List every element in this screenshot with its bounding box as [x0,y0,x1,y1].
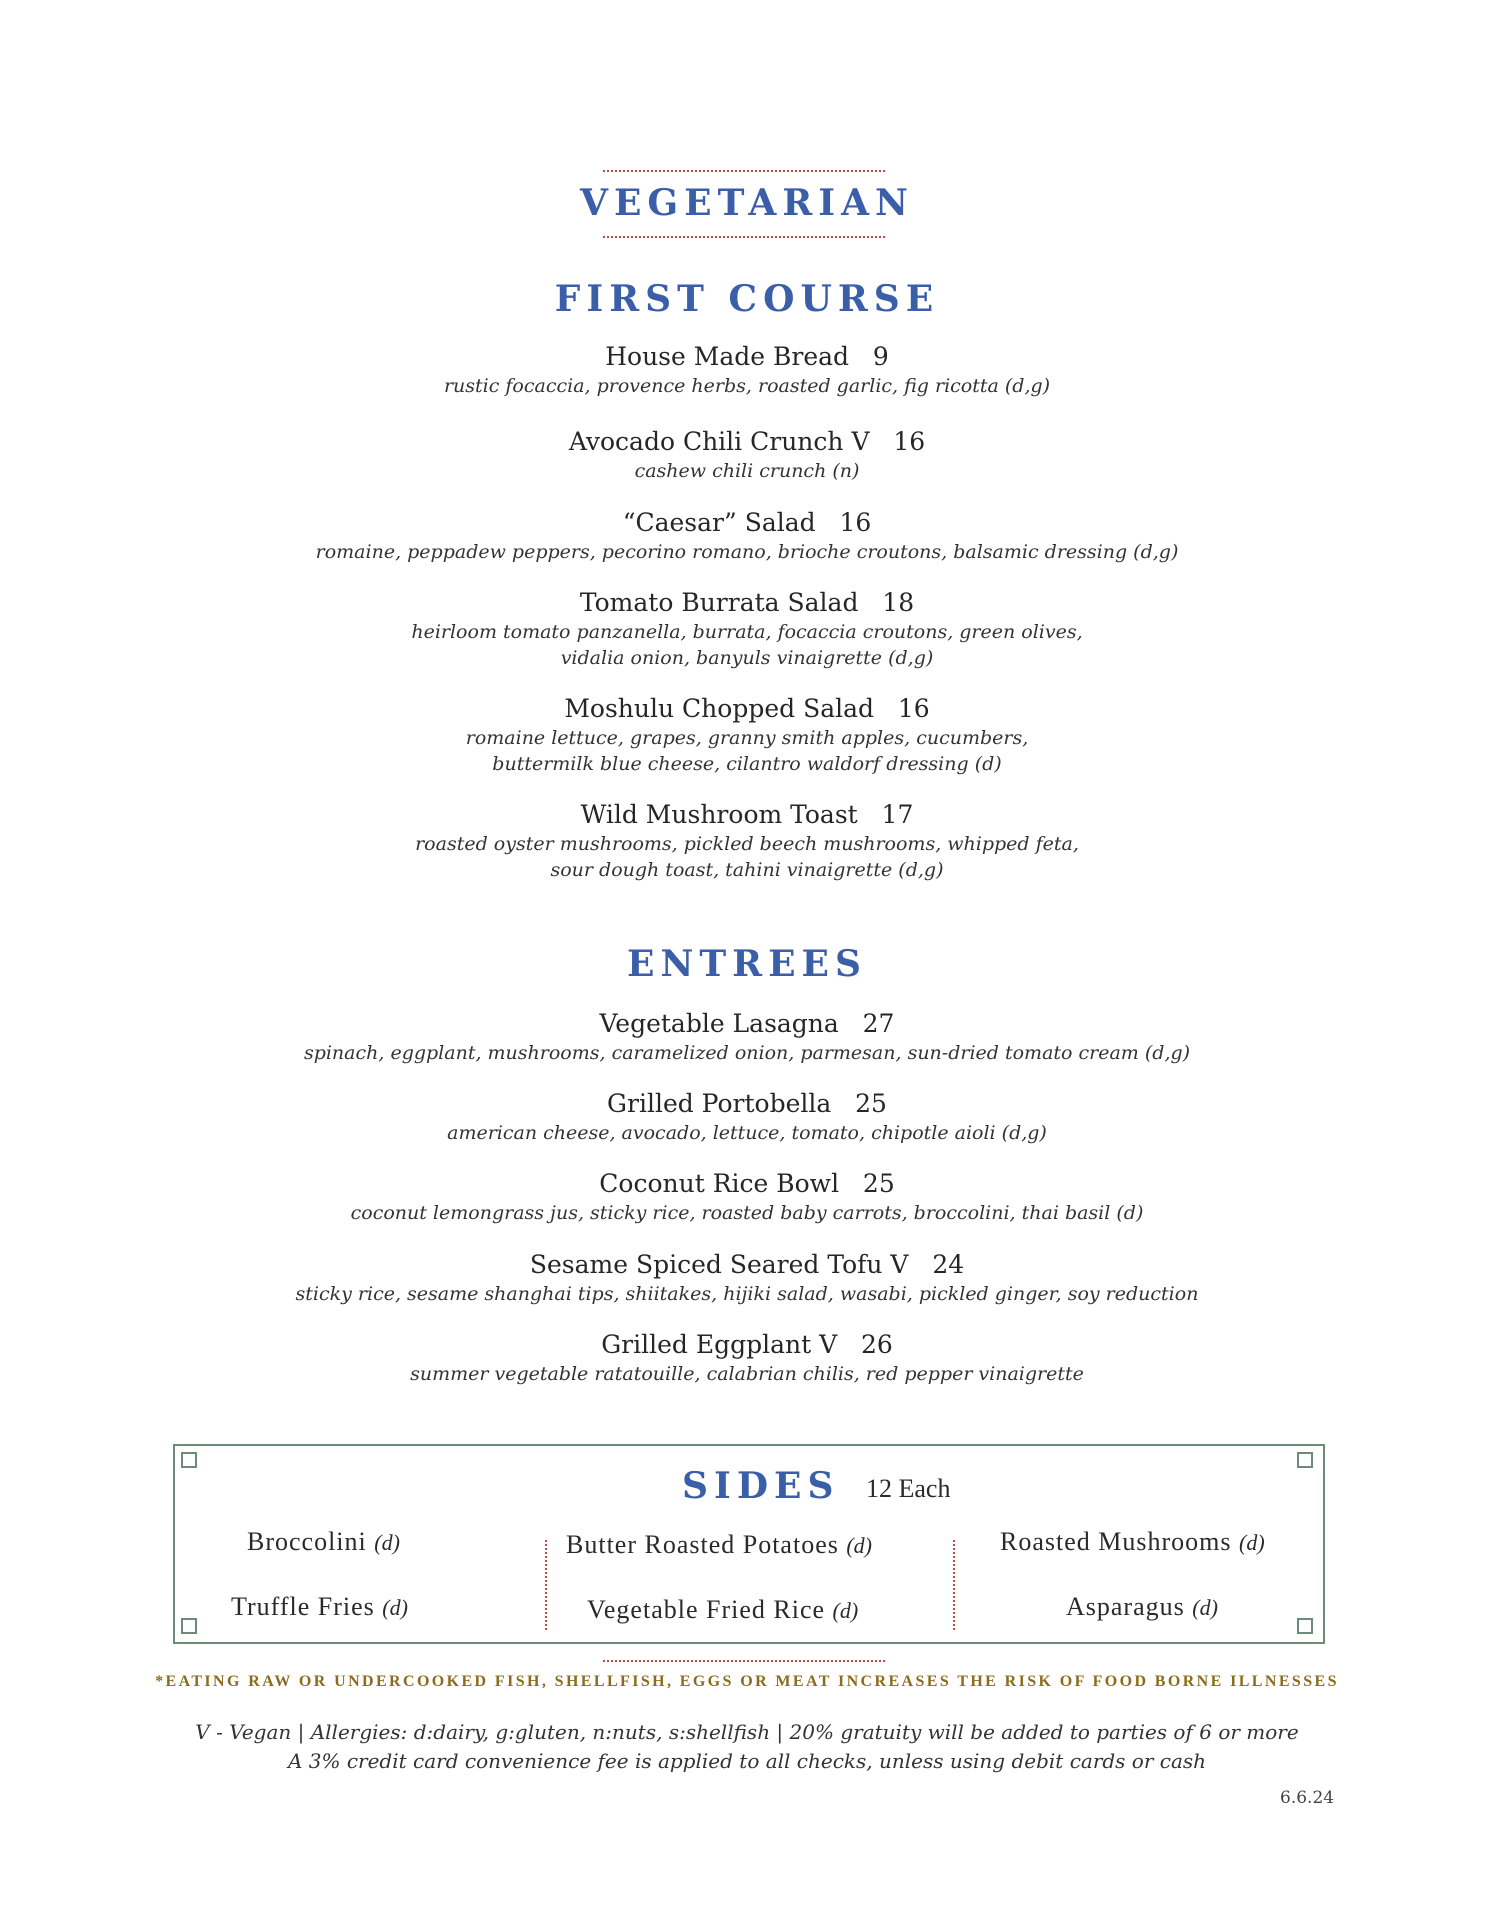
menu-item-name: Avocado Chili Crunch V 16 [568,427,926,456]
menu-item-name: Coconut Rice Bowl 25 [599,1169,895,1198]
menu-item-name: Moshulu Chopped Salad 16 [564,694,930,723]
menu-item-name: Grilled Portobella 25 [607,1089,887,1118]
side-item [1000,1527,1265,1557]
side-item-name: Truffle Fries [231,1592,375,1621]
first-course-item [0,587,1494,671]
menu-item-description: sour dough toast, tahini vinaigrette (d,g) [550,859,944,881]
side-item-allergen: (d) [1239,1530,1265,1555]
menu-item-description: roasted oyster mushrooms, pickled beech mushrooms, whipped feta, [415,833,1079,855]
entree-item [0,1088,1494,1146]
sides-column-divider [545,1540,547,1630]
menu-item-description: rustic focaccia, provence herbs, roasted garlic, fig ricotta (d,g) [443,375,1051,397]
side-item-name: Asparagus [1066,1592,1185,1621]
first-course-item [0,341,1494,399]
menu-item-description: coconut lemongrass jus, sticky rice, roasted baby carrots, broccolini, thai basil (d) [350,1202,1144,1224]
menu-item-description: spinach, eggplant, mushrooms, caramelized onion, parmesan, sun-dried tomato cream (d,g) [303,1042,1191,1064]
side-item [566,1530,872,1560]
menu-item-description: heirloom tomato panzanella, burrata, focaccia croutons, green olives, [411,621,1083,643]
sides-heading: SIDES [682,1465,840,1507]
first-course-item [0,507,1494,565]
side-item-allergen: (d) [832,1598,859,1623]
menu-date: 6.6.24 [1280,1788,1335,1808]
menu-title: VEGETARIAN [580,182,914,224]
sides-price: 12 Each [866,1474,951,1503]
menu-item-name: House Made Bread 9 [605,342,889,371]
sides-corner-ornament [1297,1452,1313,1468]
entree-item [0,1008,1494,1066]
sides-divider-bottom [603,1660,885,1662]
entree-item [0,1329,1494,1387]
side-item-allergen: (d) [374,1530,400,1555]
side-item [1066,1592,1218,1622]
menu-item-description: american cheese, avocado, lettuce, tomato, chipotle aioli (d,g) [447,1122,1047,1144]
sides-corner-ornament [1297,1618,1313,1634]
entree-item [0,1249,1494,1307]
entrees-heading: ENTREES [627,943,867,985]
menu-item-name: Tomato Burrata Salad 18 [579,588,915,617]
menu-item-description: vidalia onion, banyuls vinaigrette (d,g) [560,647,934,669]
footer-fee-note: A 3% credit card convenience fee is applied to all checks, unless using debit cards or cash [287,1749,1207,1773]
first-course-item [0,799,1494,883]
side-item-name: Broccolini [247,1527,367,1556]
sides-corner-ornament [181,1452,197,1468]
menu-item-name: Sesame Spiced Seared Tofu V 24 [529,1250,965,1279]
first-course-heading: FIRST COURSE [554,278,940,320]
side-item-allergen: (d) [1192,1595,1218,1620]
side-item-allergen: (d) [382,1595,408,1620]
sides-corner-ornament [181,1618,197,1634]
menu-item-name: Grilled Eggplant V 26 [601,1330,893,1359]
sides-column-divider [953,1540,955,1630]
side-item-name: Roasted Mushrooms [1000,1527,1232,1556]
first-course-item [0,426,1494,484]
side-item [587,1595,858,1625]
first-course-item [0,693,1494,777]
menu-item-description: romaine lettuce, grapes, granny smith apples, cucumbers, [465,727,1029,749]
menu-item-name: Vegetable Lasagna 27 [599,1009,895,1038]
menu-item-description: summer vegetable ratatouille, calabrian chilis, red pepper vinaigrette [410,1363,1084,1385]
title-divider-bottom [603,236,885,238]
menu-item-description: buttermilk blue cheese, cilantro waldorf dressing (d) [492,753,1002,775]
entree-item [0,1168,1494,1226]
menu-item-description: sticky rice, sesame shanghai tips, shiitakes, hijiki salad, wasabi, pickled ginger, soy reduction [295,1283,1199,1305]
title-divider-top [603,170,885,172]
menu-item-description: cashew chili crunch (n) [634,460,860,482]
side-item [247,1527,400,1557]
menu-item-name: “Caesar” Salad 16 [622,508,872,537]
menu-item-name: Wild Mushroom Toast 17 [580,800,914,829]
footer-allergy-note: V - Vegan | Allergies: d:dairy, g:gluten, n:nuts, s:shellfish | 20% gratuity will be added to parties of 6 or more [195,1720,1299,1744]
side-item [231,1592,408,1622]
food-safety-warning: *EATING RAW OR UNDERCOOKED FISH, SHELLFISH, EGGS OR MEAT INCREASES THE RISK OF FOOD BORNE ILLNESSES [155,1673,1339,1690]
menu-item-description: romaine, peppadew peppers, pecorino romano, brioche croutons, balsamic dressing (d,g) [315,541,1179,563]
side-item-name: Butter Roasted Potatoes [566,1530,839,1559]
side-item-name: Vegetable Fried Rice [587,1595,826,1624]
side-item-allergen: (d) [846,1533,873,1558]
